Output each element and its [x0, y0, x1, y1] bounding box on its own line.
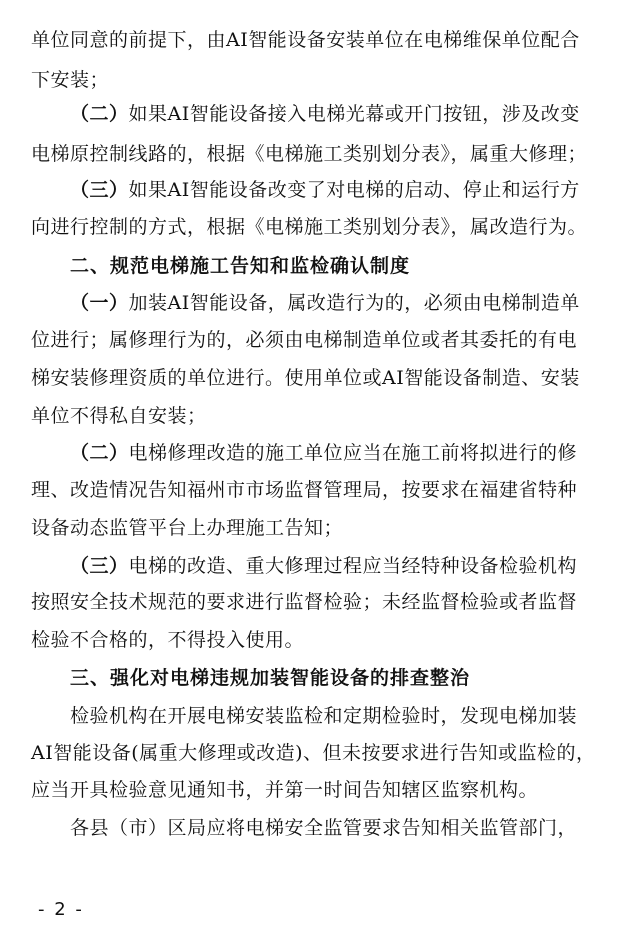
body-text-line: 单位不得私自安装； [31, 405, 207, 427]
body-text-line: 按照安全技术规范的要求进行监督检验；未经监督检验或者监督 [31, 591, 578, 613]
body-text-line: 检验不合格的，不得投入使用。 [31, 629, 305, 651]
body-text-line: 设备动态监管平台上办理施工告知； [31, 517, 344, 539]
clause-label: （一） [70, 292, 129, 314]
clause-3-line [70, 178, 597, 202]
body-text-line: 应当开具检验意见通知书，并第一时间告知辖区监察机构。 [31, 779, 539, 801]
body-text-line: AI智能设备(属重大修理或改造)、但未按要求进行告知或监检的， [31, 742, 596, 764]
body-text-line: 电梯原控制线路的，根据《电梯施工类别划分表》，属重大修理； [31, 143, 588, 165]
clause-label: （三） [70, 555, 129, 577]
clause-label: （三） [70, 179, 129, 201]
clause-1-line [70, 291, 597, 315]
body-text-line: 各县（市）区局应将电梯安全监管要求告知相关监管部门， [70, 817, 578, 839]
body-text-line: 位进行；属修理行为的，必须由电梯制造单位或者其委托的有电 [31, 329, 578, 351]
page-number: - 2 - [38, 899, 84, 920]
clause-text: 电梯的改造、重大修理过程应当经特种设备检验机构 [128, 555, 578, 577]
clause-text: 如果AI智能设备接入电梯光幕或开门按钮，涉及改变 [128, 103, 580, 125]
clause-text: 电梯修理改造的施工单位应当在施工前将拟进行的修 [128, 442, 578, 464]
body-text-line: 单位同意的前提下，由AI智能设备安装单位在电梯维保单位配合 [31, 29, 580, 51]
clause-2-line [70, 441, 597, 465]
section-heading-2: 二、规范电梯施工告知和监检确认制度 [70, 255, 411, 277]
body-text-line: 检验机构在开展电梯安装监检和定期检验时，发现电梯加装 [70, 705, 578, 727]
clause-2-line [70, 102, 597, 126]
body-text-line: 理、改造情况告知福州市市场监督管理局，按要求在福建省特种 [31, 479, 578, 501]
clause-text: 如果AI智能设备改变了对电梯的启动、停止和运行方 [128, 179, 580, 201]
body-text-line: 向进行控制的方式，根据《电梯施工类别划分表》，属改造行为。 [31, 216, 588, 238]
clause-3-line [70, 554, 597, 578]
body-text-line: 下安装； [31, 69, 110, 91]
clause-text: 加装AI智能设备，属改造行为的，必须由电梯制造单 [128, 292, 580, 314]
section-heading-3: 三、强化对电梯违规加装智能设备的排查整治 [70, 667, 471, 689]
clause-label: （二） [70, 442, 129, 464]
clause-label: （二） [70, 103, 129, 125]
body-text-line: 梯安装修理资质的单位进行。使用单位或AI智能设备制造、安装 [31, 367, 580, 389]
